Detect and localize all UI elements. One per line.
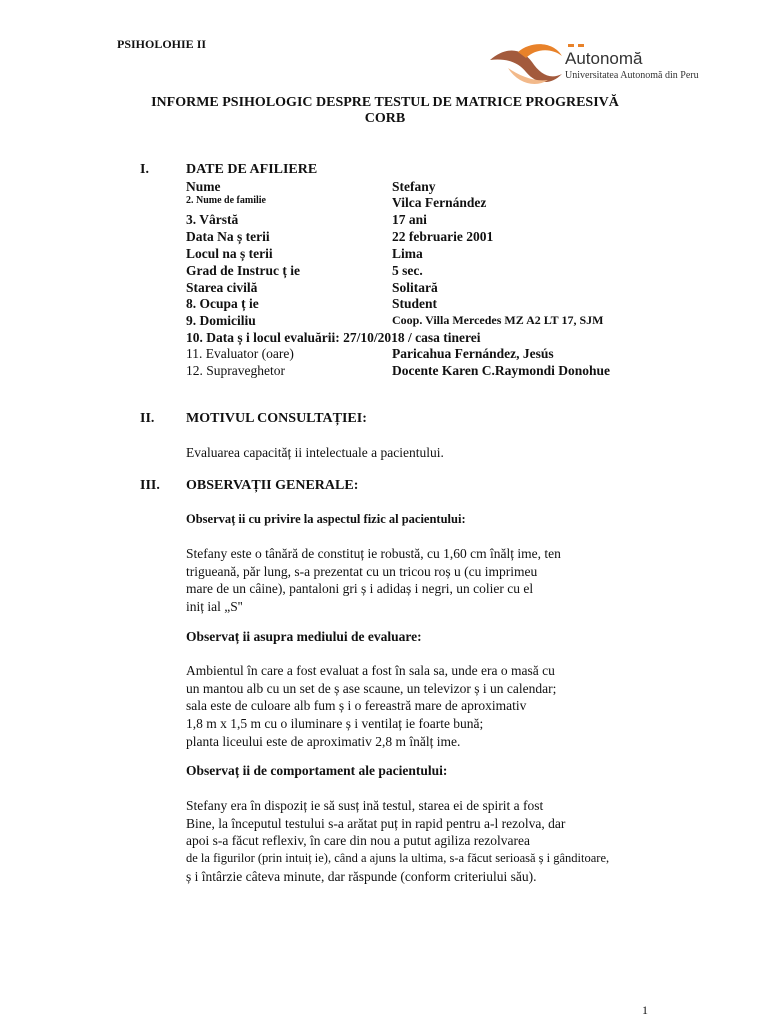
- field-value-age: 17 ani: [392, 212, 427, 227]
- paragraph-line: sala este de culoare alb fum ș i o fereastră mare de aproximativ: [186, 698, 527, 714]
- page-number: 1: [642, 1003, 648, 1017]
- course-header: PSIHOLOHIE II: [117, 37, 207, 51]
- paragraph-line: de la figurilor (prin intuiț ie), când a ajuns la ultima, s-a făcut serioasă ș i gânditoare,: [186, 851, 610, 866]
- paragraph-line: Ambientul în care a fost evaluat a fost în sala sa, unde era o masă cu: [186, 663, 555, 678]
- paragraph-line: iniț ial „S'': [186, 599, 243, 615]
- field-label-address: 9. Domiciliu: [186, 313, 256, 328]
- section2-text: Evaluarea capacităț ii intelectuale a pacientului.: [186, 445, 444, 460]
- section3-title: OBSERVAȚII GENERALE:: [186, 478, 359, 493]
- field-value-supervisor: Docente Karen C.Raymondi Donohue: [392, 363, 611, 378]
- paragraph-line: apoi s-a făcut reflexiv, în care din nou a putut agiliza rezolvarea: [186, 833, 530, 849]
- logo-wordmark: Autonomă: [565, 49, 643, 68]
- field-value-civil-status: Solitară: [392, 280, 438, 295]
- subheading-behavior: Observaț ii de comportament ale pacientului:: [186, 763, 448, 778]
- field-label-birthdate: Data Na ș terii: [186, 229, 270, 244]
- paragraph-line: Stefany era în dispoziț ie să susț ină testul, starea ei de spirit a fost: [186, 798, 544, 813]
- paragraph-behavior: [186, 797, 609, 886]
- field-label-supervisor: 12. Supraveghetor: [186, 363, 285, 378]
- field-label-occupation: 8. Ocupa ț ie: [186, 296, 259, 311]
- paragraph-line: trigueană, păr lung, s-a prezentat cu un tricou roș u (cu imprimeu: [186, 563, 538, 579]
- field-value-occupation: Student: [392, 296, 438, 311]
- section1-number: I.: [140, 162, 149, 177]
- paragraph-line: planta liceului este de aproximativ 2,8 m înălț ime.: [186, 733, 461, 749]
- field-label-age: 3. Vârstă: [186, 212, 239, 227]
- paragraph-line: 1,8 m x 1,5 m cu o iluminare ș i ventilaț ie foarte bună;: [186, 716, 484, 732]
- section2-title: MOTIVUL CONSULTAȚIEI:: [186, 411, 367, 426]
- paragraph-line: Bine, la începutul testului s-a arătat puț in rapid pentru a-l rezolva, dar: [186, 815, 566, 831]
- field-label-civil-status: Starea civilă: [186, 280, 258, 295]
- paragraph-line: ș i întârzie câteva minute, dar răspunde (conform criteriului său).: [186, 868, 537, 884]
- paragraph-environment: [186, 662, 556, 751]
- field-value-address: Coop. Villa Mercedes MZ A2 LT 17, SJM: [392, 313, 604, 327]
- section1-title: DATE DE AFILIERE: [186, 162, 318, 177]
- field-value-birthdate: 22 februarie 2001: [392, 229, 494, 244]
- field-value-name: Stefany: [392, 179, 436, 194]
- field-value-surname: Vilca Fernández: [392, 195, 487, 210]
- document-title-line2: CORB: [364, 111, 406, 126]
- field-value-evaluator: Paricahua Fernández, Jesús: [392, 346, 554, 361]
- field-evaluation-date-place: 10. Data ș i locul evaluării: 27/10/2018 / casa tinerei: [186, 330, 481, 345]
- field-label-birthplace: Locul na ș terii: [186, 246, 273, 261]
- field-label-surname: 2. Nume de familie: [186, 195, 266, 206]
- field-value-education: 5 sec.: [392, 263, 423, 278]
- paragraph-line: un mantou alb cu un set de ș ase scaune, un televizor ș i un calendar;: [186, 680, 557, 696]
- field-label-education: Grad de Instruc ț ie: [186, 263, 300, 278]
- logo-subtitle: Universitatea Autonomă din Peru: [565, 70, 699, 81]
- paragraph-line: mare de un câine), pantaloni gri ș i adidaș i negri, un colier cu el: [186, 581, 534, 597]
- field-value-birthplace: Lima: [392, 246, 423, 261]
- subheading-environment: Observaț ii asupra mediului de evaluare:: [186, 629, 422, 644]
- field-label-evaluator: 11. Evaluator (oare): [186, 346, 294, 361]
- paragraph-line: Stefany este o tânără de constituț ie robustă, cu 1,60 cm înălț ime, ten: [186, 546, 561, 561]
- section3-number: III.: [140, 478, 160, 493]
- field-label-name: Nume: [186, 179, 221, 194]
- subheading-physical: Observaț ii cu privire la aspectul fizic al pacientului:: [186, 512, 466, 526]
- document-title-line1: INFORME PSIHOLOGIC DESPRE TESTUL DE MATRICE PROGRESIVĂ: [151, 95, 619, 110]
- paragraph-physical: [186, 545, 561, 616]
- section2-number: II.: [140, 411, 155, 426]
